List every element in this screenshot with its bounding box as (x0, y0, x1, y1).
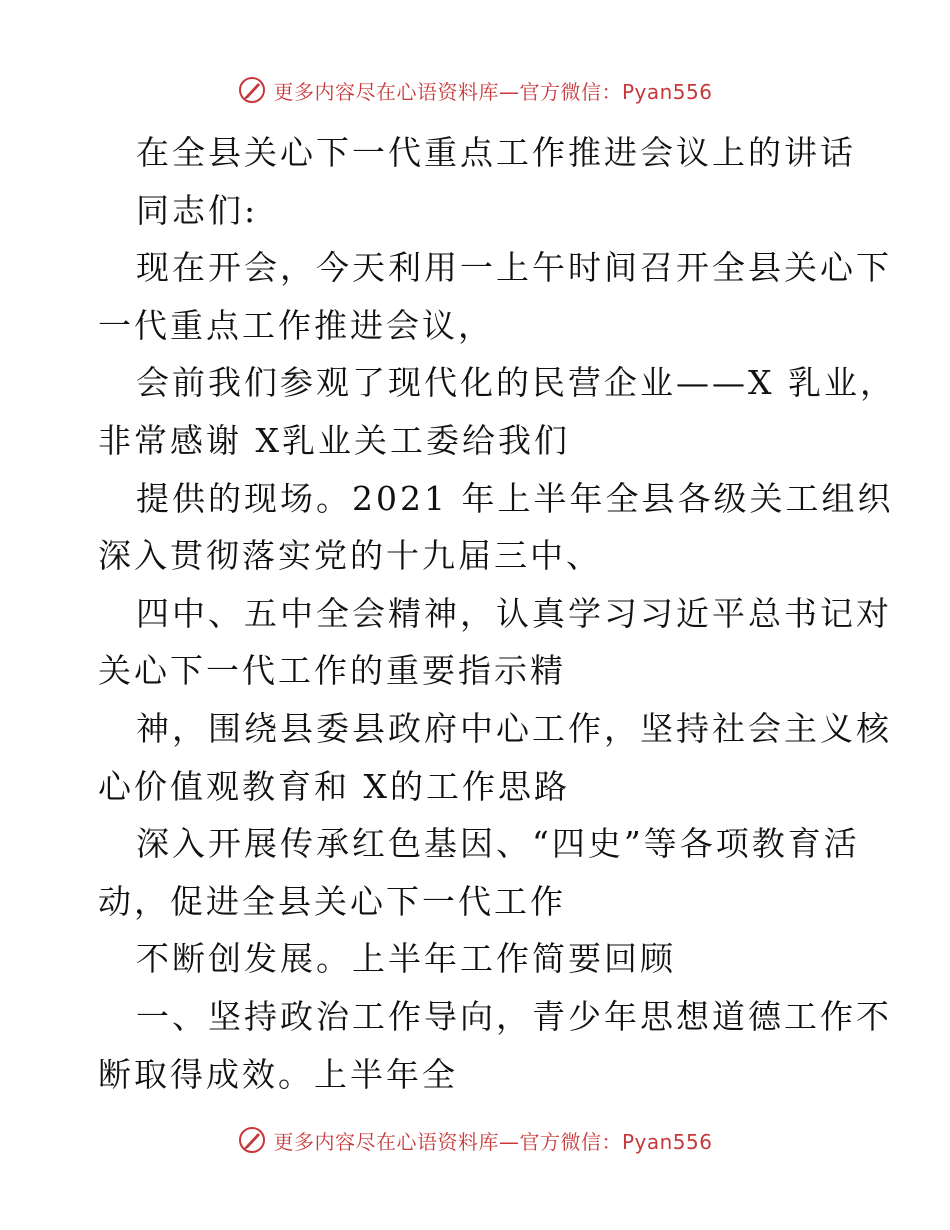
paragraph-line: 一代重点工作推进会议， (98, 305, 494, 345)
watermark-text: 更多内容尽在心语资料库—官方微信：Pyan556 (273, 79, 713, 104)
paragraph-line: 不断创发展。上半年工作简要回顾 (136, 939, 676, 979)
quill-pen-logo-icon (237, 1125, 267, 1155)
paragraph-line: 一、坚持政治工作导向，青少年思想道德工作不 (136, 996, 892, 1036)
paragraph-line: 四中、五中全会精神，认真学习习近平总书记对 (136, 593, 892, 633)
paragraph-line: 现在开会，今天利用一上午时间召开全县关心下 (136, 248, 892, 288)
watermark-text: 更多内容尽在心语资料库—官方微信：Pyan556 (273, 1129, 713, 1154)
paragraph-line: 深入开展传承红色基因、“四史”等各项教育活 (136, 824, 860, 864)
paragraph-line: 神，围绕县委县政府中心工作，坚持社会主义核 (136, 708, 892, 748)
paragraph-line: 会前我们参观了现代化的民营企业——X 乳业， (136, 363, 896, 403)
paragraph-line: 关心下一代工作的重要指示精 (98, 651, 566, 691)
paragraph-line: 断取得成效。上半年全 (98, 1054, 458, 1094)
speech-title: 在全县关心下一代重点工作推进会议上的讲话 (136, 133, 856, 172)
footer-watermark (0, 1120, 950, 1160)
quill-pen-logo-icon (237, 75, 267, 105)
header-watermark (0, 70, 950, 110)
paragraph-line: 心价值观教育和 X的工作思路 (98, 766, 570, 806)
paragraph-line: 非常感谢 X乳业关工委给我们 (98, 420, 570, 460)
paragraph-line: 深入贯彻落实党的十九届三中、 (98, 536, 602, 576)
paragraph-line: 提供的现场。2021 年上半年全县各级关工组织 (136, 478, 894, 518)
document-body (98, 124, 896, 1103)
paragraph-line: 动，促进全县关心下一代工作 (98, 881, 566, 921)
salutation: 同志们: (136, 190, 259, 230)
